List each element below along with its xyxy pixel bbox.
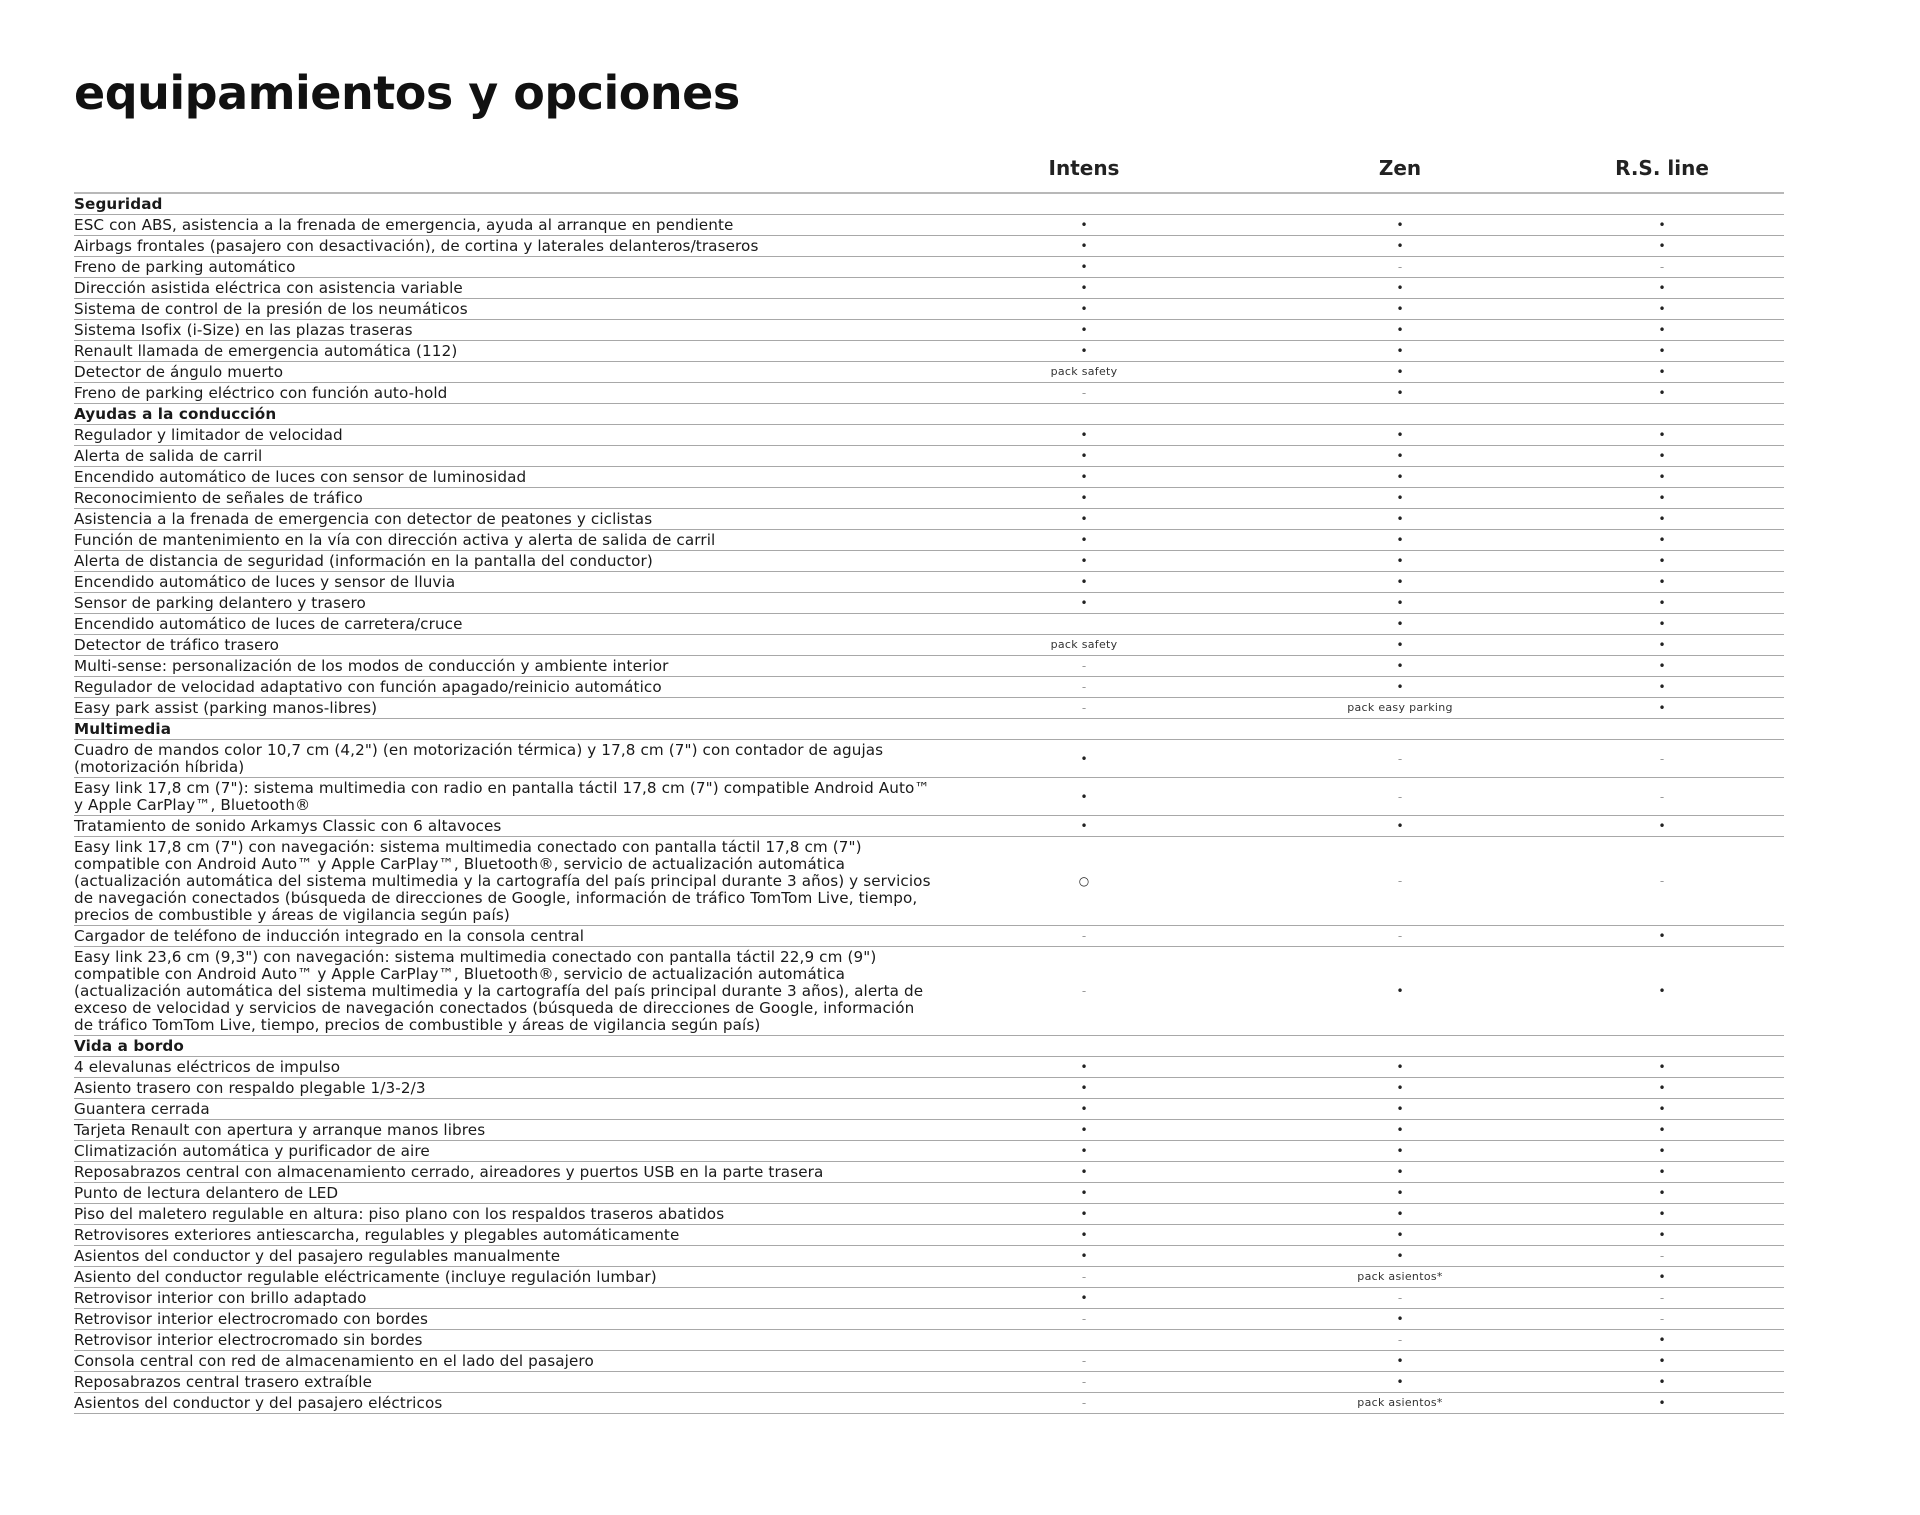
value-cell-rs-line: -: [1659, 1312, 1665, 1326]
table-row: [74, 299, 1784, 320]
feature-label: Asiento trasero con respaldo plegable 1/3-2/3: [74, 1079, 426, 1097]
value-cell-rs-line: •: [1658, 638, 1666, 652]
table-row: [74, 778, 1784, 816]
table-row: [74, 425, 1784, 446]
value-cell-zen: •: [1396, 638, 1404, 652]
table-row: [74, 1351, 1784, 1372]
value-cell-intens: •: [1080, 575, 1088, 589]
page-title: equipamientos y opciones: [74, 66, 740, 120]
feature-label: Encendido automático de luces de carretera/cruce: [74, 615, 463, 633]
table-row: [74, 698, 1784, 719]
section-label: Seguridad: [74, 195, 163, 213]
value-cell-intens: •: [1080, 751, 1088, 766]
value-cell-intens: •: [1080, 1249, 1088, 1263]
value-cell-rs-line: -: [1659, 260, 1665, 274]
feature-label: Freno de parking eléctrico con función auto-hold: [74, 384, 448, 402]
value-cell-intens: •: [1080, 260, 1088, 274]
value-cell-rs-line: •: [1658, 1354, 1666, 1368]
value-cell-intens: -: [1081, 386, 1087, 400]
table-row: [74, 383, 1784, 404]
value-cell-zen: -: [1397, 929, 1403, 943]
table-row: [74, 551, 1784, 572]
value-cell-intens: -: [1081, 1396, 1087, 1410]
feature-label: Tratamiento de sonido Arkamys Classic con 6 altavoces: [74, 817, 502, 835]
feature-label: Piso del maletero regulable en altura: piso plano con los respaldos traseros abatidos: [74, 1205, 725, 1223]
table-row: [74, 467, 1784, 488]
table-row: [74, 236, 1784, 257]
value-cell-rs-line: •: [1658, 1333, 1666, 1347]
value-cell-intens: •: [1080, 819, 1088, 833]
value-cell-rs-line: -: [1659, 751, 1665, 766]
table-body: [74, 194, 1784, 1414]
value-cell-intens: •: [1080, 1123, 1088, 1137]
feature-label: ESC con ABS, asistencia a la frenada de emergencia, ayuda al arranque en pendiente: [74, 216, 734, 234]
value-cell-rs-line: -: [1659, 789, 1665, 804]
feature-label: Freno de parking automático: [74, 258, 296, 276]
value-cell-rs-line: •: [1658, 929, 1666, 943]
value-cell-intens: •: [1080, 218, 1088, 232]
feature-label: Reposabrazos central trasero extraíble: [74, 1373, 373, 1391]
value-cell-rs-line: •: [1658, 819, 1666, 833]
value-cell-zen: •: [1396, 1144, 1404, 1158]
value-cell-zen: •: [1396, 680, 1404, 694]
value-cell-zen: -: [1397, 1333, 1403, 1347]
value-cell-intens: •: [1080, 449, 1088, 463]
value-cell-intens: •: [1080, 1186, 1088, 1200]
value-cell-zen: •: [1396, 491, 1404, 505]
value-cell-rs-line: •: [1658, 575, 1666, 589]
value-cell-zen: •: [1396, 554, 1404, 568]
value-cell-zen: •: [1396, 1123, 1404, 1137]
value-cell-intens: •: [1080, 1144, 1088, 1158]
table-row: [74, 1057, 1784, 1078]
value-cell-zen: •: [1396, 428, 1404, 442]
table-row: [74, 1120, 1784, 1141]
value-cell-zen: •: [1396, 512, 1404, 526]
value-cell-intens: •: [1080, 302, 1088, 316]
feature-label: Easy park assist (parking manos-libres): [74, 699, 378, 717]
value-cell-rs-line: •: [1658, 344, 1666, 358]
value-cell-zen: -: [1397, 874, 1403, 888]
value-cell-zen: -: [1397, 789, 1403, 804]
feature-label: Sistema de control de la presión de los neumáticos: [74, 300, 468, 318]
value-cell-intens: •: [1080, 789, 1088, 804]
table-row: [74, 362, 1784, 383]
section-header-row: [74, 719, 1784, 740]
feature-label: Easy link 23,6 cm (9,3") con navegación: sistema multimedia conectado con pantalla táctil 22,9 cm (9") compatible con Android Auto™ y Apple CarPlay™, Bluetooth®, servicio de actualización automática (actualización automática del sistema multimedia y la cartografía del país principal durante 3 años), alerta de exceso de velocidad y servicios de navegación conectados (búsqueda de direcciones de Google, información de tráfico TomTom Live, tiempo, precios de combustible y áreas de vigilancia según país): [74, 948, 924, 1034]
table-row: [74, 278, 1784, 299]
value-cell-intens: -: [1081, 659, 1087, 673]
feature-label: Regulador y limitador de velocidad: [74, 426, 343, 444]
feature-label: Multi-sense: personalización de los modos de conducción y ambiente interior: [74, 657, 669, 675]
value-cell-zen: •: [1396, 819, 1404, 833]
value-cell-zen: -: [1397, 751, 1403, 766]
value-cell-zen: •: [1396, 1312, 1404, 1326]
value-cell-intens: ○: [1078, 874, 1090, 888]
value-cell-zen: •: [1396, 1186, 1404, 1200]
value-cell-zen: •: [1396, 1165, 1404, 1179]
value-cell-rs-line: •: [1658, 323, 1666, 337]
value-cell-zen: •: [1396, 596, 1404, 610]
table-row: [74, 446, 1784, 467]
table-row: [74, 837, 1784, 926]
value-cell-zen: •: [1396, 1207, 1404, 1221]
table-row: [74, 1099, 1784, 1120]
value-cell-zen: •: [1396, 281, 1404, 295]
value-cell-rs-line: -: [1659, 874, 1665, 888]
feature-label: Punto de lectura delantero de LED: [74, 1184, 339, 1202]
section-header-row: [74, 1036, 1784, 1057]
feature-label: Easy link 17,8 cm (7"): sistema multimedia con radio en pantalla táctil 17,8 cm (7") compatible Android Auto™ y Apple CarPlay™, Bluetooth®: [74, 779, 930, 814]
value-cell-intens: •: [1080, 1207, 1088, 1221]
value-cell-intens: •: [1080, 554, 1088, 568]
value-cell-zen: •: [1396, 449, 1404, 463]
value-cell-intens: pack safety: [1050, 365, 1118, 378]
table-row: [74, 509, 1784, 530]
value-cell-rs-line: •: [1658, 1144, 1666, 1158]
value-cell-intens: •: [1080, 1228, 1088, 1242]
value-cell-zen: •: [1396, 1102, 1404, 1116]
value-cell-zen: pack asientos*: [1357, 1396, 1443, 1409]
value-cell-rs-line: •: [1658, 1207, 1666, 1221]
value-cell-rs-line: •: [1658, 218, 1666, 232]
table-row: [74, 215, 1784, 236]
value-cell-intens: -: [1081, 701, 1087, 715]
table-row: [74, 341, 1784, 362]
feature-label: Asientos del conductor y del pasajero eléctricos: [74, 1394, 443, 1412]
table-row: [74, 320, 1784, 341]
table-row: [74, 530, 1784, 551]
feature-label: Easy link 17,8 cm (7") con navegación: sistema multimedia conectado con pantalla táctil 17,8 cm (7") compatible con Android Auto™ y Apple CarPlay™, Bluetooth®, servicio de actualización automática (actualización automática del sistema multimedia y la cartografía del país principal durante 3 años) y servicios de navegación conectados (búsqueda de direcciones de Google, información de tráfico TomTom Live, tiempo, precios de combustible y áreas de vigilancia según país): [74, 838, 931, 924]
value-cell-rs-line: •: [1658, 1375, 1666, 1389]
value-cell-intens: •: [1080, 512, 1088, 526]
value-cell-zen: •: [1396, 1060, 1404, 1074]
value-cell-zen: •: [1396, 344, 1404, 358]
section-label: Ayudas a la conducción: [74, 405, 277, 423]
value-cell-rs-line: •: [1658, 1102, 1666, 1116]
feature-label: Regulador de velocidad adaptativo con función apagado/reinicio automático: [74, 678, 662, 696]
value-cell-rs-line: •: [1658, 428, 1666, 442]
feature-label: Sensor de parking delantero y trasero: [74, 594, 366, 612]
value-cell-zen: •: [1396, 302, 1404, 316]
table-row: [74, 488, 1784, 509]
table-row: [74, 1246, 1784, 1267]
feature-label: Sistema Isofix (i-Size) en las plazas traseras: [74, 321, 413, 339]
feature-label: Alerta de salida de carril: [74, 447, 263, 465]
value-cell-rs-line: •: [1658, 239, 1666, 253]
column-header-intens: Intens: [1048, 156, 1120, 180]
value-cell-intens: •: [1080, 1081, 1088, 1095]
value-cell-rs-line: •: [1658, 1123, 1666, 1137]
feature-label: Asientos del conductor y del pasajero regulables manualmente: [74, 1247, 561, 1265]
value-cell-zen: pack easy parking: [1347, 701, 1453, 714]
feature-label: Retrovisor interior con brillo adaptado: [74, 1289, 367, 1307]
value-cell-zen: •: [1396, 575, 1404, 589]
value-cell-zen: •: [1396, 617, 1404, 631]
feature-label: Encendido automático de luces y sensor de lluvia: [74, 573, 456, 591]
value-cell-rs-line: •: [1658, 701, 1666, 715]
feature-label: Tarjeta Renault con apertura y arranque manos libres: [74, 1121, 486, 1139]
value-cell-intens: -: [1081, 984, 1087, 998]
feature-label: Climatización automática y purificador de aire: [74, 1142, 430, 1160]
value-cell-intens: -: [1081, 1270, 1087, 1284]
value-cell-intens: •: [1080, 491, 1088, 505]
feature-label: Detector de tráfico trasero: [74, 636, 280, 654]
feature-label: Detector de ángulo muerto: [74, 363, 284, 381]
value-cell-zen: •: [1396, 659, 1404, 673]
feature-label: Asistencia a la frenada de emergencia con detector de peatones y ciclistas: [74, 510, 653, 528]
feature-label: Retrovisor interior electrocromado sin bordes: [74, 1331, 423, 1349]
value-cell-rs-line: -: [1659, 1249, 1665, 1263]
value-cell-rs-line: •: [1658, 1081, 1666, 1095]
value-cell-rs-line: •: [1658, 491, 1666, 505]
value-cell-rs-line: •: [1658, 281, 1666, 295]
value-cell-zen: •: [1396, 386, 1404, 400]
value-cell-zen: pack asientos*: [1357, 1270, 1443, 1283]
table-row: [74, 656, 1784, 677]
feature-label: Asiento del conductor regulable eléctricamente (incluye regulación lumbar): [74, 1268, 657, 1286]
table-header: [74, 150, 1784, 194]
value-cell-zen: •: [1396, 1228, 1404, 1242]
value-cell-zen: •: [1396, 218, 1404, 232]
value-cell-rs-line: •: [1658, 365, 1666, 379]
value-cell-zen: •: [1396, 323, 1404, 337]
table-row: [74, 1204, 1784, 1225]
table-row: [74, 1162, 1784, 1183]
value-cell-intens: •: [1080, 1102, 1088, 1116]
value-cell-intens: •: [1080, 239, 1088, 253]
table-row: [74, 1267, 1784, 1288]
value-cell-intens: •: [1080, 596, 1088, 610]
value-cell-rs-line: •: [1658, 617, 1666, 631]
feature-label: Retrovisores exteriores antiescarcha, regulables y plegables automáticamente: [74, 1226, 680, 1244]
table-row: [74, 593, 1784, 614]
value-cell-intens: •: [1080, 533, 1088, 547]
table-row: [74, 257, 1784, 278]
feature-label: Retrovisor interior electrocromado con bordes: [74, 1310, 429, 1328]
value-cell-zen: •: [1396, 365, 1404, 379]
value-cell-rs-line: •: [1658, 659, 1666, 673]
column-header-zen: Zen: [1378, 156, 1422, 180]
table-row: [74, 635, 1784, 656]
table-row: [74, 1393, 1784, 1414]
table-row: [74, 1372, 1784, 1393]
value-cell-zen: -: [1397, 260, 1403, 274]
feature-label: Airbags frontales (pasajero con desactivación), de cortina y laterales delanteros/traseros: [74, 237, 759, 255]
table-row: [74, 614, 1784, 635]
feature-label: 4 elevalunas eléctricos de impulso: [74, 1058, 341, 1076]
section-label: Vida a bordo: [74, 1037, 184, 1055]
value-cell-rs-line: •: [1658, 1270, 1666, 1284]
value-cell-intens: pack safety: [1050, 638, 1118, 651]
value-cell-rs-line: •: [1658, 1186, 1666, 1200]
value-cell-rs-line: •: [1658, 680, 1666, 694]
feature-label: Consola central con red de almacenamiento en el lado del pasajero: [74, 1352, 594, 1370]
value-cell-zen: •: [1396, 984, 1404, 998]
feature-label: Guantera cerrada: [74, 1100, 210, 1118]
value-cell-rs-line: •: [1658, 449, 1666, 463]
table-row: [74, 1183, 1784, 1204]
value-cell-intens: •: [1080, 1291, 1088, 1305]
table-row: [74, 926, 1784, 947]
value-cell-zen: •: [1396, 1249, 1404, 1263]
value-cell-rs-line: •: [1658, 554, 1666, 568]
value-cell-rs-line: •: [1658, 1396, 1666, 1410]
value-cell-intens: -: [1081, 1312, 1087, 1326]
value-cell-intens: •: [1080, 1060, 1088, 1074]
table-row: [74, 1225, 1784, 1246]
table-row: [74, 740, 1784, 778]
table-row: [74, 1288, 1784, 1309]
feature-label: Función de mantenimiento en la vía con dirección activa y alerta de salida de carril: [74, 531, 716, 549]
table-row: [74, 1141, 1784, 1162]
table-row: [74, 816, 1784, 837]
feature-label: Renault llamada de emergencia automática (112): [74, 342, 458, 360]
value-cell-intens: •: [1080, 344, 1088, 358]
value-cell-intens: -: [1081, 680, 1087, 694]
value-cell-zen: -: [1397, 1291, 1403, 1305]
feature-label: Reconocimiento de señales de tráfico: [74, 489, 363, 507]
feature-label: Cuadro de mandos color 10,7 cm (4,2") (en motorización térmica) y 17,8 cm (7") con contador de agujas (motorización híbrida): [74, 741, 884, 776]
value-cell-intens: •: [1080, 281, 1088, 295]
value-cell-zen: •: [1396, 1375, 1404, 1389]
column-header-rs-line: R.S. line: [1615, 156, 1709, 180]
table-row: [74, 947, 1784, 1036]
feature-label: Reposabrazos central con almacenamiento cerrado, aireadores y puertos USB en la parte trasera: [74, 1163, 824, 1181]
value-cell-rs-line: -: [1659, 1291, 1665, 1305]
value-cell-rs-line: •: [1658, 984, 1666, 998]
value-cell-intens: •: [1080, 323, 1088, 337]
value-cell-intens: •: [1080, 1165, 1088, 1179]
equipment-table: [74, 150, 1784, 1414]
feature-label: Cargador de teléfono de inducción integrado en la consola central: [74, 927, 585, 945]
section-header-row: [74, 194, 1784, 215]
feature-label: Alerta de distancia de seguridad (información en la pantalla del conductor): [74, 552, 653, 570]
table-row: [74, 572, 1784, 593]
table-row: [74, 677, 1784, 698]
value-cell-intens: -: [1081, 929, 1087, 943]
table-row: [74, 1330, 1784, 1351]
value-cell-rs-line: •: [1658, 1060, 1666, 1074]
value-cell-rs-line: •: [1658, 1165, 1666, 1179]
value-cell-rs-line: •: [1658, 386, 1666, 400]
value-cell-rs-line: •: [1658, 596, 1666, 610]
value-cell-rs-line: •: [1658, 512, 1666, 526]
value-cell-zen: •: [1396, 1354, 1404, 1368]
feature-label: Dirección asistida eléctrica con asistencia variable: [74, 279, 463, 297]
value-cell-intens: -: [1081, 1354, 1087, 1368]
section-label: Multimedia: [74, 720, 172, 738]
value-cell-zen: •: [1396, 239, 1404, 253]
value-cell-intens: •: [1080, 428, 1088, 442]
section-header-row: [74, 404, 1784, 425]
value-cell-rs-line: •: [1658, 533, 1666, 547]
value-cell-zen: •: [1396, 470, 1404, 484]
value-cell-zen: •: [1396, 533, 1404, 547]
value-cell-rs-line: •: [1658, 470, 1666, 484]
value-cell-rs-line: •: [1658, 302, 1666, 316]
table-row: [74, 1078, 1784, 1099]
value-cell-zen: •: [1396, 1081, 1404, 1095]
value-cell-intens: -: [1081, 1375, 1087, 1389]
table-row: [74, 1309, 1784, 1330]
value-cell-intens: •: [1080, 470, 1088, 484]
feature-label: Encendido automático de luces con sensor de luminosidad: [74, 468, 527, 486]
value-cell-rs-line: •: [1658, 1228, 1666, 1242]
